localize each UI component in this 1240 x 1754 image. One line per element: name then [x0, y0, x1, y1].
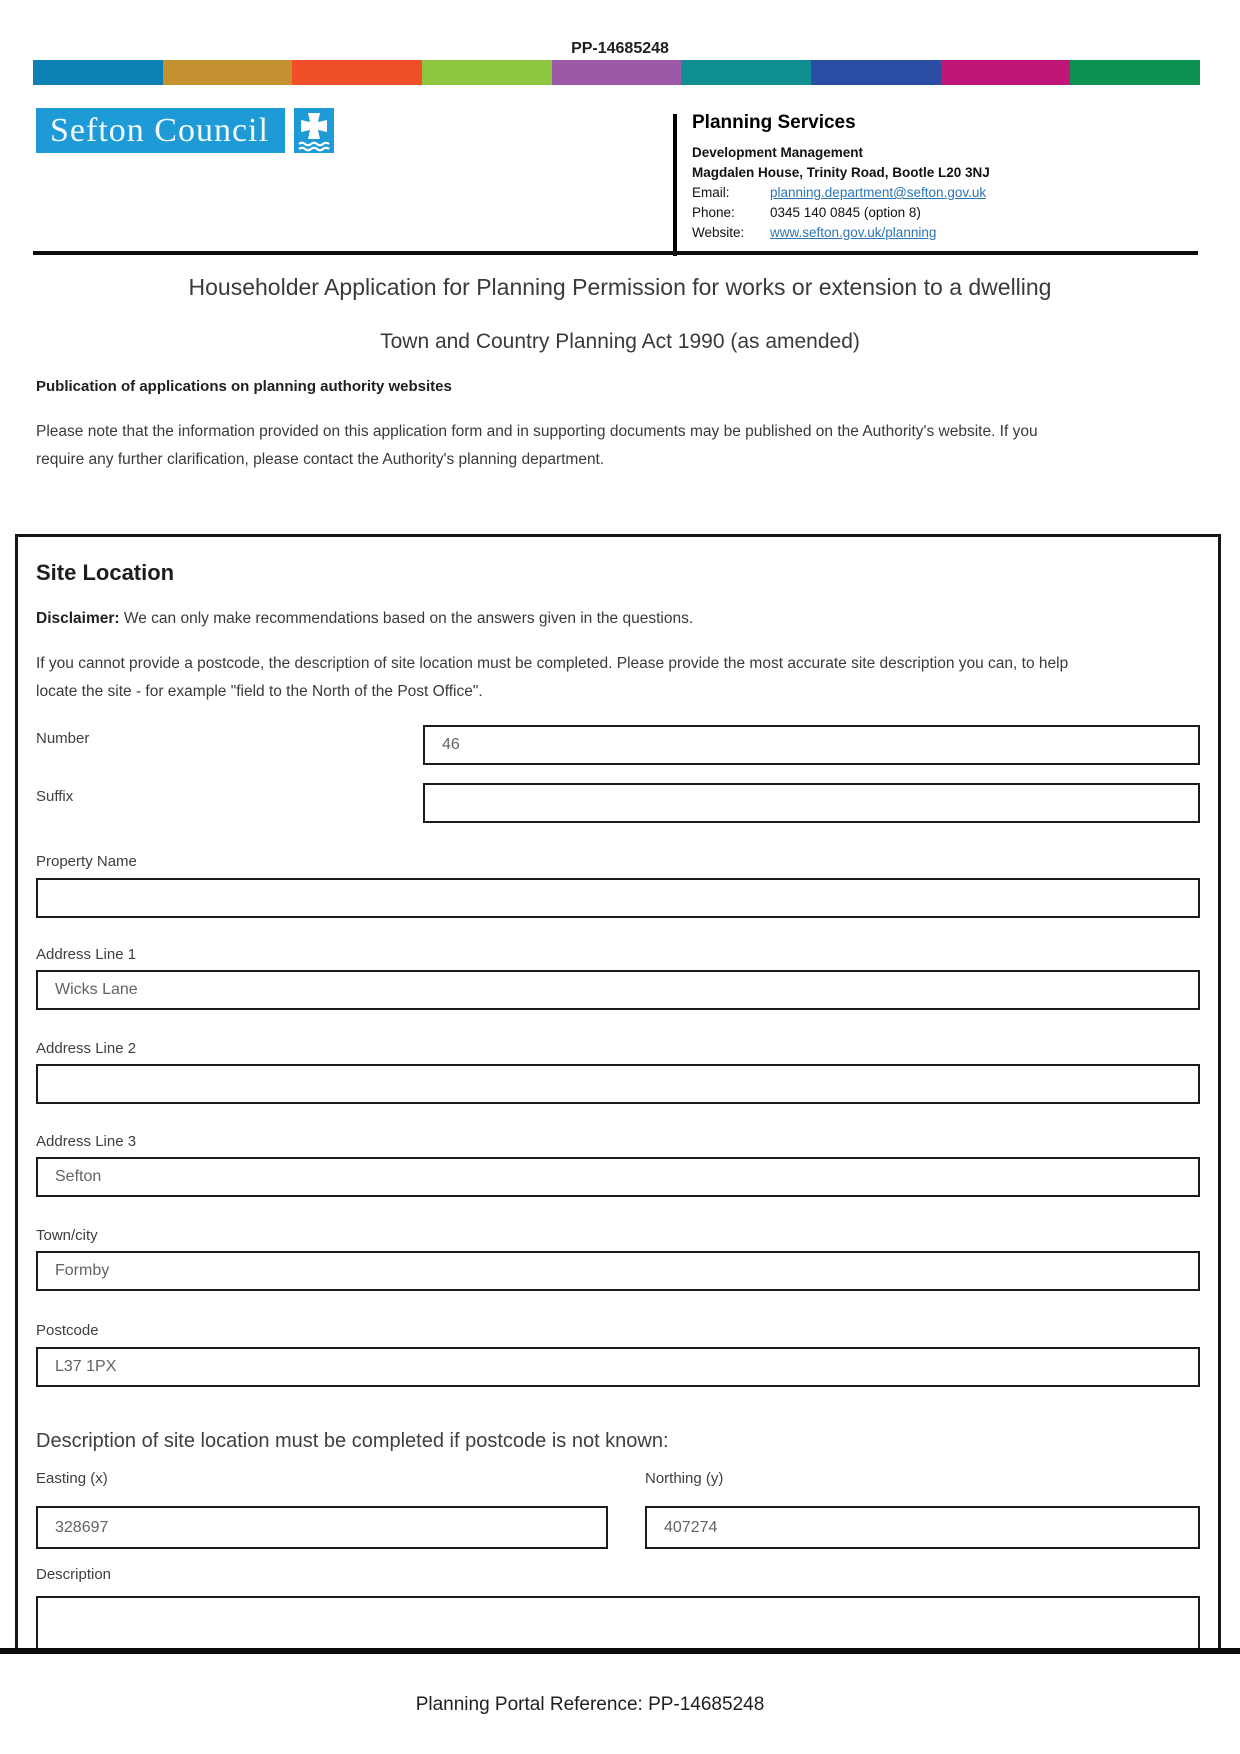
email-link[interactable]: planning.department@sefton.gov.uk	[770, 185, 987, 200]
color-bar-segment	[552, 60, 682, 85]
postcode-input[interactable]	[36, 1347, 1200, 1387]
color-bar-segment	[163, 60, 293, 85]
description-label: Description	[36, 1566, 112, 1583]
number-label: Number	[36, 730, 90, 747]
disclaimer-label: Disclaimer:	[36, 610, 120, 627]
color-bar-segment	[681, 60, 811, 85]
council-logo-text: Sefton Council	[36, 108, 285, 153]
top-reference: PP-14685248	[571, 40, 669, 57]
description-textarea[interactable]	[36, 1596, 1200, 1654]
form-subtitle: Town and Country Planning Act 1990 (as amended)	[380, 330, 860, 353]
color-bar-segment	[292, 60, 422, 85]
description-requirement-heading: Description of site location must be completed if postcode is not known:	[36, 1430, 669, 1452]
dept-email-row	[692, 183, 1162, 203]
town-city-label: Town/city	[36, 1227, 98, 1244]
address-line-1-label: Address Line 1	[36, 946, 137, 963]
suffix-input[interactable]	[423, 783, 1200, 823]
address-line-3-input[interactable]	[36, 1157, 1200, 1197]
easting-label: Easting (x)	[36, 1470, 108, 1487]
easting-input[interactable]	[36, 1506, 608, 1549]
publication-heading: Publication of applications on planning authority websites	[36, 378, 452, 395]
phone-value: 0345 140 0845 (option 8)	[770, 205, 921, 220]
council-crest-icon	[294, 108, 334, 153]
council-logo	[36, 108, 334, 153]
address-line-2-label: Address Line 2	[36, 1040, 137, 1057]
number-input[interactable]	[423, 725, 1200, 765]
dept-line1: Development Management	[692, 145, 864, 160]
brand-color-bar	[33, 60, 1200, 85]
northing-input[interactable]	[645, 1506, 1200, 1549]
planning-services-block	[692, 112, 1162, 243]
address-line-1-input[interactable]	[36, 970, 1200, 1010]
color-bar-segment	[33, 60, 163, 85]
website-link[interactable]: www.sefton.gov.uk/planning	[770, 225, 937, 240]
page-break-rule	[0, 1648, 1240, 1654]
email-label: Email:	[692, 185, 730, 200]
postcode-label: Postcode	[36, 1322, 99, 1339]
disclaimer-text	[36, 610, 1071, 628]
form-title: Householder Application for Planning Permission for works or extension to a dwelling	[188, 274, 1052, 300]
suffix-label: Suffix	[36, 788, 74, 805]
dept-phone-row	[692, 203, 1162, 223]
site-location-intro: If you cannot provide a postcode, the description of site location must be completed. Please provide the most accurate site description you can, to help locate the site - for example "field to the North of the Post Office".	[36, 655, 1069, 700]
property-name-input[interactable]	[36, 878, 1200, 918]
property-name-label: Property Name	[36, 853, 137, 870]
footer-reference: Planning Portal Reference: PP-14685248	[415, 1694, 765, 1715]
dept-address: Magdalen House, Trinity Road, Bootle L20 3NJ	[692, 165, 990, 180]
address-line-3-label: Address Line 3	[36, 1133, 137, 1150]
dept-website-row	[692, 223, 1162, 243]
color-bar-segment	[422, 60, 552, 85]
dept-divider-line	[673, 114, 677, 256]
color-bar-segment	[1070, 60, 1200, 85]
dept-title: Planning Services	[692, 112, 856, 133]
phone-label: Phone:	[692, 205, 735, 220]
site-location-heading: Site Location	[36, 560, 175, 585]
disclaimer-body: We can only make recommendations based on the answers given in the questions.	[123, 610, 694, 627]
northing-label: Northing (y)	[645, 1470, 724, 1487]
publication-text: Please note that the information provided on this application form and in supporting documents may be published on the Authority's website. If you require any further clarification, please contact the Authority's planning department.	[36, 423, 1038, 468]
color-bar-segment	[941, 60, 1071, 85]
website-label: Website:	[692, 225, 745, 240]
color-bar-segment	[811, 60, 941, 85]
town-city-input[interactable]	[36, 1251, 1200, 1291]
header-rule	[33, 251, 1198, 255]
address-line-2-input[interactable]	[36, 1064, 1200, 1104]
